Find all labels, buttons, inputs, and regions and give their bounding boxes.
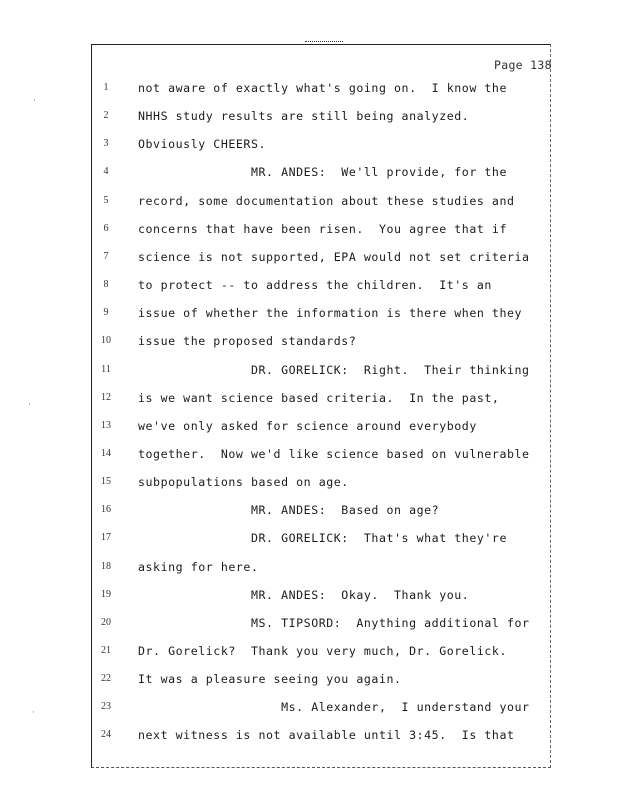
line-number: 15 [101, 476, 111, 487]
line-number: 7 [103, 251, 109, 262]
transcript-line: issue of whether the information is there when they [138, 306, 523, 320]
transcript-line: next witness is not available until 3:45. Is that [138, 728, 515, 742]
line-number: 18 [101, 561, 111, 572]
transcript-line: we've only asked for science around everybody [138, 419, 477, 433]
line-number: 19 [101, 589, 111, 600]
transcript-line: MR. ANDES: Based on age? [138, 503, 440, 517]
transcript-line: concerns that have been risen. You agree that if [138, 222, 507, 236]
line-number: 12 [101, 392, 111, 403]
transcript-line: MR. ANDES: We'll provide, for the [138, 165, 507, 179]
scan-artifact: · [33, 96, 36, 106]
line-number: 1 [103, 82, 109, 93]
transcript-line: Obviously CHEERS. [138, 137, 267, 151]
transcript-line: DR. GORELICK: Right. Their thinking [138, 363, 530, 377]
transcript-line: MR. ANDES: Okay. Thank you. [138, 588, 470, 602]
scan-artifact: · [32, 708, 35, 718]
transcript-line: NHHS study results are still being analyzed. [138, 109, 470, 123]
line-number: 20 [101, 617, 111, 628]
transcript-line: asking for here. [138, 560, 259, 574]
line-number: 10 [101, 335, 111, 346]
scan-artifact: · [28, 400, 31, 410]
transcript-line: Dr. Gorelick? Thank you very much, Dr. Gorelick. [138, 644, 507, 658]
line-number: 17 [101, 532, 111, 543]
line-number: 6 [103, 223, 109, 234]
line-number: 23 [101, 701, 111, 712]
transcript-line: MS. TIPSORD: Anything additional for [138, 616, 530, 630]
line-number: 24 [101, 729, 111, 740]
line-number: 3 [103, 138, 109, 149]
transcript-page-frame [91, 44, 551, 768]
line-number: 14 [101, 448, 111, 459]
transcript-line: to protect -- to address the children. It's an [138, 278, 492, 292]
line-number: 5 [103, 195, 109, 206]
transcript-line: is we want science based criteria. In the past, [138, 391, 500, 405]
transcript-line: not aware of exactly what's going on. I know the [138, 81, 507, 95]
page-number: Page 138 [494, 58, 552, 72]
transcript-line: It was a pleasure seeing you again. [138, 672, 402, 686]
line-number: 8 [103, 279, 109, 290]
transcript-line: together. Now we'd like science based on vulnerable [138, 447, 530, 461]
line-number: 2 [103, 110, 109, 121]
scan-top-mark [305, 41, 343, 45]
line-number: 22 [101, 673, 111, 684]
line-number: 13 [101, 420, 111, 431]
line-number: 11 [101, 364, 111, 375]
line-number: 4 [103, 166, 109, 177]
line-number: 9 [103, 307, 109, 318]
line-number: 21 [101, 645, 111, 656]
transcript-line: Ms. Alexander, I understand your [138, 700, 530, 714]
transcript-line: record, some documentation about these studies and [138, 194, 515, 208]
transcript-line: DR. GORELICK: That's what they're [138, 531, 507, 545]
line-number: 16 [101, 504, 111, 515]
transcript-line: subpopulations based on age. [138, 475, 349, 489]
transcript-line: issue the proposed standards? [138, 334, 357, 348]
transcript-line: science is not supported, EPA would not set criteria [138, 250, 530, 264]
